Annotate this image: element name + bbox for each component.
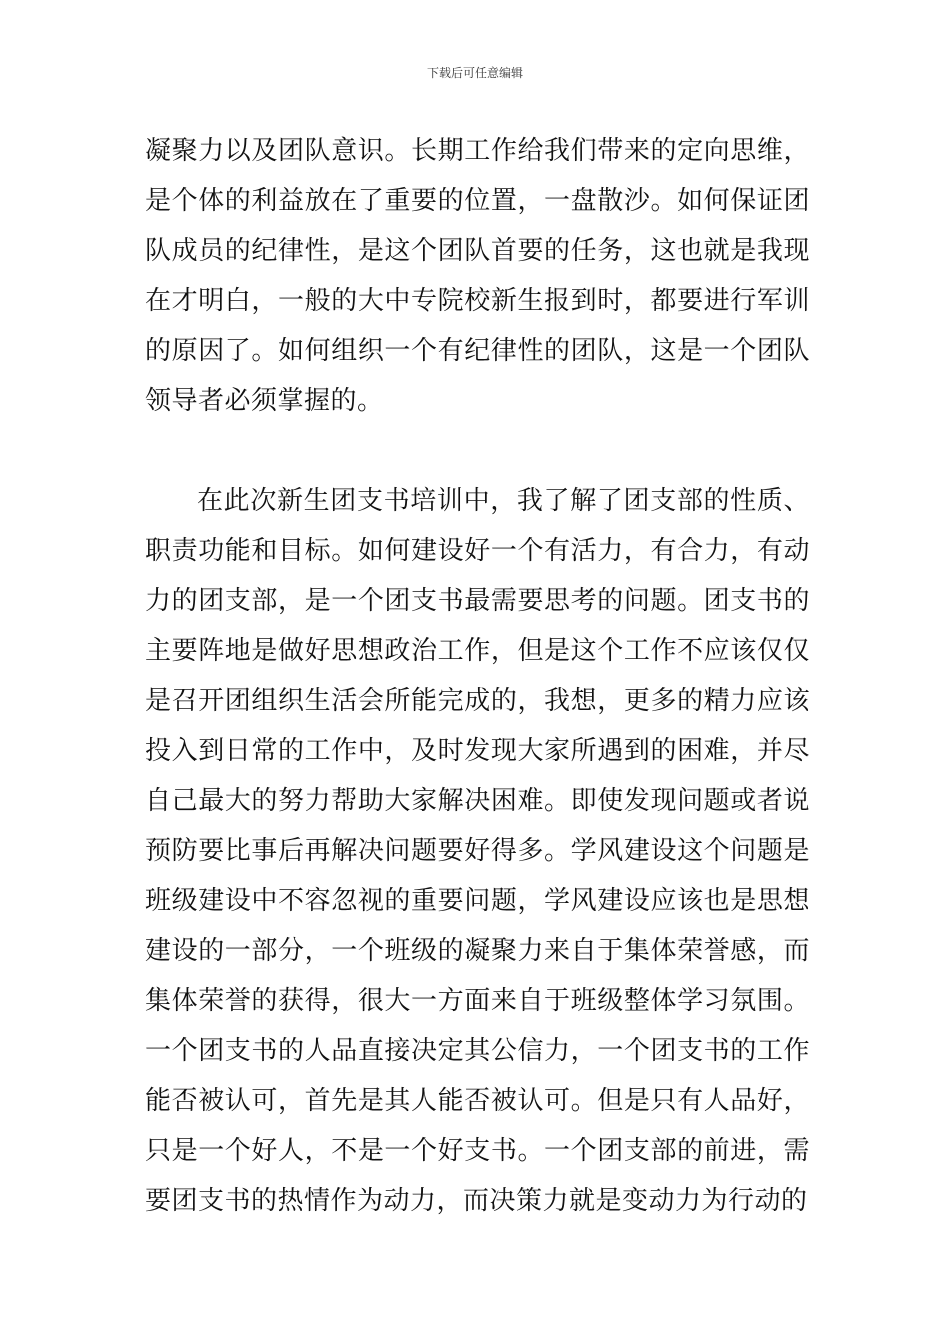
paragraph-gap [145, 426, 810, 476]
paragraph-1: 凝聚力以及团队意识。长期工作给我们带来的定向思维，是个体的利益放在了重要的位置，一盘散沙。如何保证团队成员的纪律性，是这个团队首要的任务，这也就是我现在才明白，一般的大中专院校新生报到时，都要进行军训的原因了。如何组织一个有纪律性的团队，这是一个团队领导者必须掌握的。 [145, 136, 810, 416]
page-header: 下载后可任意编辑 [426, 66, 523, 80]
document-body [145, 126, 810, 1226]
paragraph-2: 在此次新生团支书培训中，我了解了团支部的性质、职责功能和目标。如何建设好一个有活力，有合力，有动力的团支部，是一个团支书最需要思考的问题。团支书的主要阵地是做好思想政治工作，但是这个工作不应该仅仅是召开团组织生活会所能完成的，我想，更多的精力应该投入到日常的工作中，及时发现大家所遇到的困难，并尽自己最大的努力帮助大家解决困难。即使发现问题或者说预防要比事后再解决问题要好得多。学风建设这个问题是班级建设中不容忽视的重要问题，学风建设应该也是思想建设的一部分，一个班级的凝聚力来自于集体荣誉感，而集体荣誉的获得，很大一方面来自于班级整体学习氛围。一个团支书的人品直接决定其公信力，一个团支书的工作能否被认可，首先是其人能否被认可。但是只有人品好，只是一个好人，不是一个好支书。一个团支部的前进，需要团支书的热情作为动力，而决策力就是变动力为行动的 [145, 486, 810, 1216]
